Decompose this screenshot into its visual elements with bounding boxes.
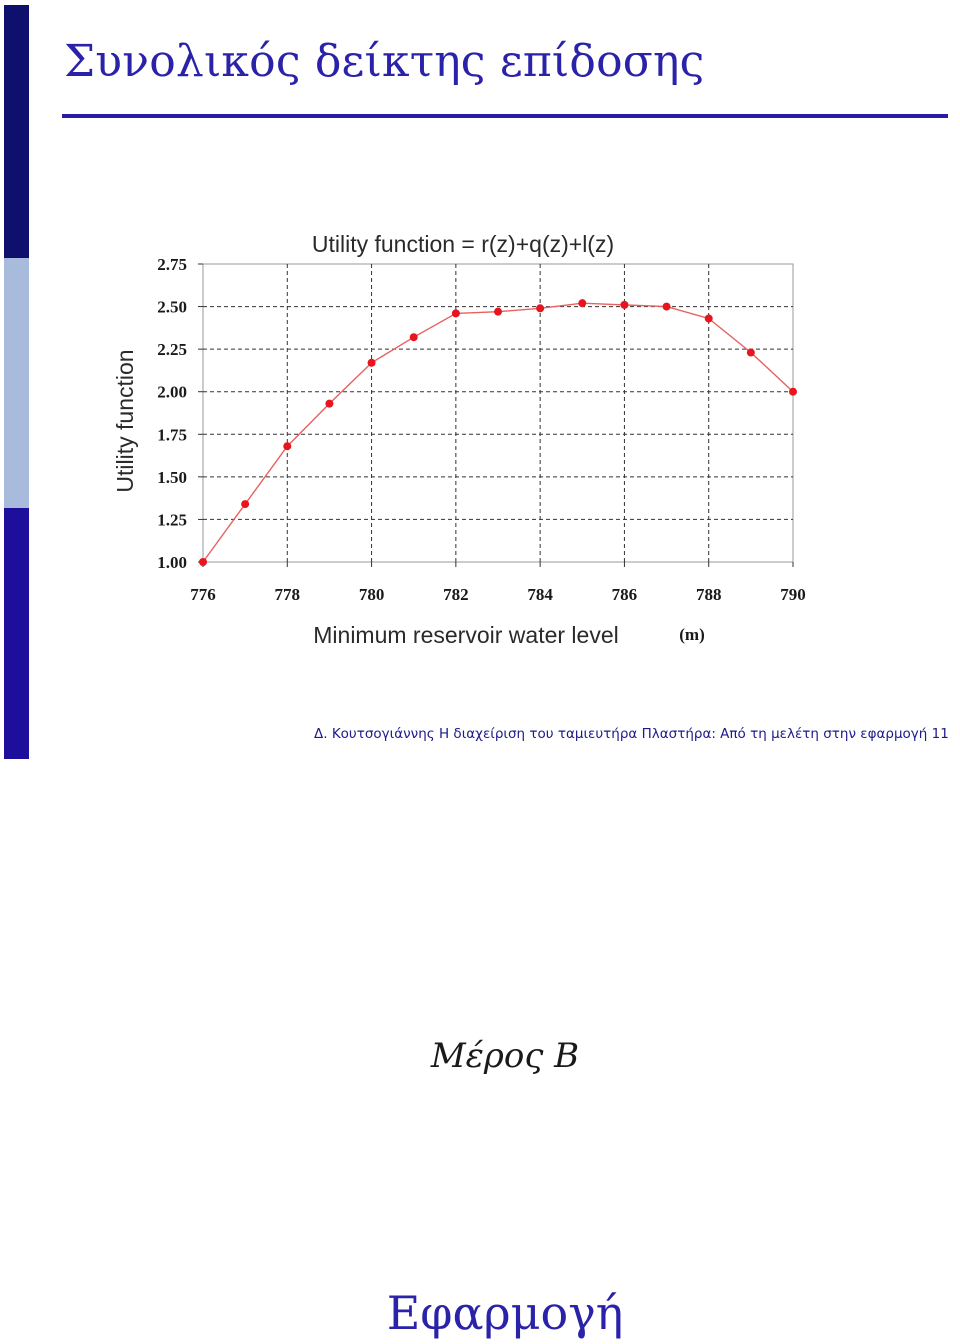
slide-title: Συνολικός δείκτης επίδοσης: [64, 36, 705, 87]
y-tick-label: 1.75: [157, 425, 187, 445]
y-tick-label: 1.00: [157, 553, 187, 572]
data-point: [283, 442, 291, 450]
chart-title: Utility function = r(z)+q(z)+l(z): [311, 231, 615, 257]
x-tick-label: 790: [780, 585, 806, 604]
utility-series-line: [203, 303, 793, 562]
data-point: [199, 558, 207, 566]
part-title: Μέρος Β: [430, 1036, 580, 1076]
y-tick-label: 2.75: [157, 255, 187, 274]
next-slide-title: Εφαρμογή: [386, 1286, 624, 1340]
data-point: [452, 309, 460, 317]
x-tick-label: 788: [695, 585, 722, 604]
y-axis-label: Utility function: [112, 349, 138, 493]
x-axis-label: Minimum reservoir water level: [313, 622, 619, 648]
data-point: [368, 359, 376, 367]
y-tick-label: 1.25: [157, 510, 187, 530]
data-point: [578, 299, 586, 307]
data-point: [705, 314, 713, 322]
data-point: [663, 303, 671, 311]
data-point: [241, 500, 249, 508]
data-point: [536, 304, 544, 312]
y-tick-label: 1.50: [157, 467, 187, 487]
data-point: [494, 308, 502, 316]
x-tick-label: 776: [190, 585, 216, 604]
slide-footer: Δ. Κουτσογιάννης Η διαχείριση του ταμιευτήρα Πλαστήρα: Από τη μελέτη στην εφαρμογή 11: [314, 726, 949, 742]
x-tick-label: 780: [358, 585, 385, 604]
x-axis-unit: (m): [679, 625, 705, 644]
data-point: [789, 388, 797, 396]
data-point: [620, 301, 628, 309]
x-tick-label: 784: [527, 585, 553, 604]
x-tick-label: 778: [274, 585, 301, 604]
x-tick-label: 782: [443, 585, 469, 604]
y-tick-label: 2.25: [157, 340, 187, 360]
x-tick-label: 786: [611, 585, 638, 604]
y-tick-label: 2.00: [157, 382, 187, 402]
data-point: [747, 349, 755, 357]
data-point: [325, 400, 333, 408]
y-tick-label: 2.50: [157, 297, 187, 317]
data-point: [410, 333, 418, 341]
